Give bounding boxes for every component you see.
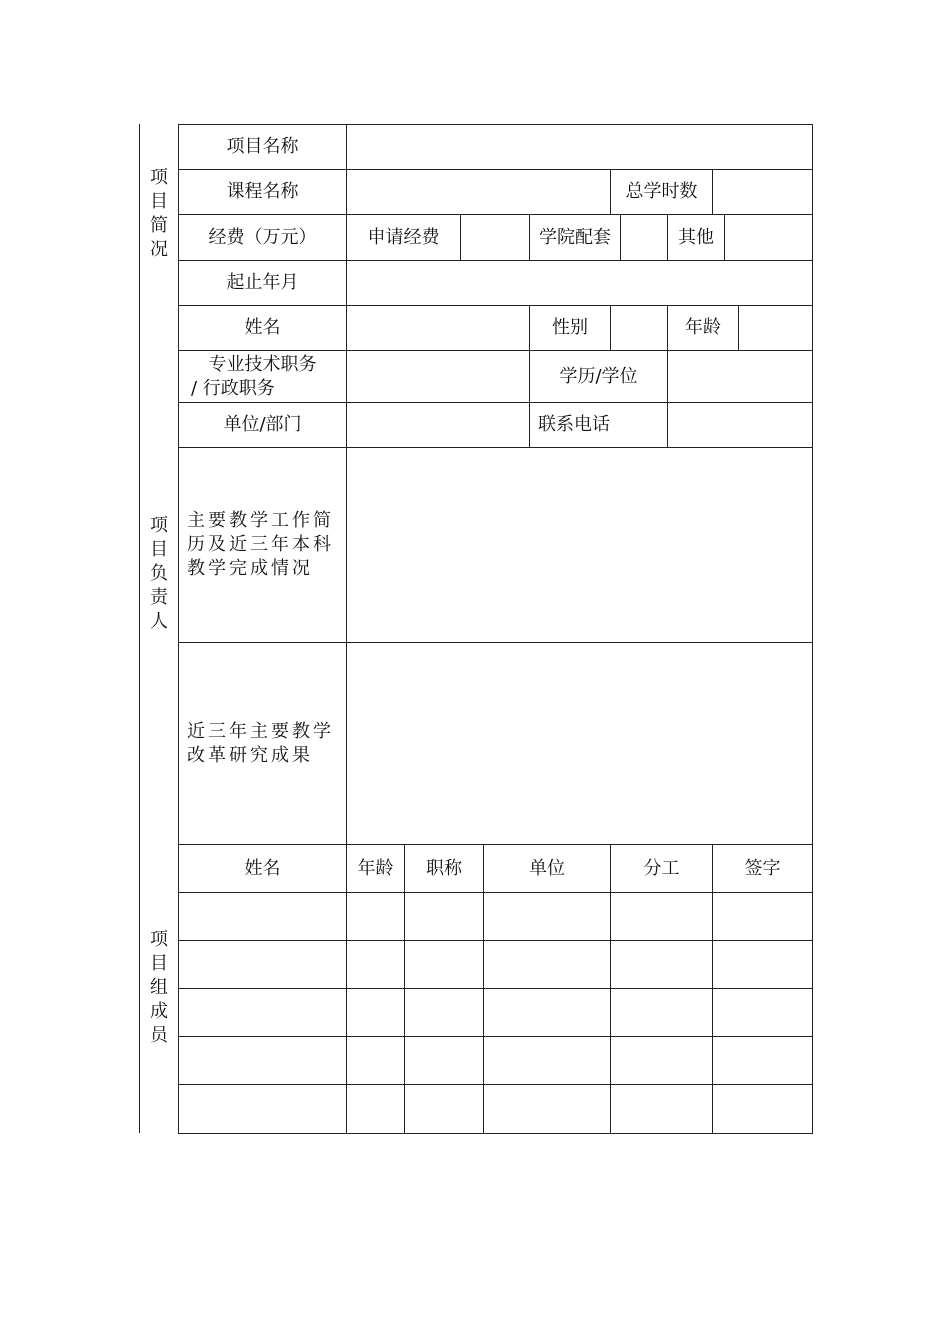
member-unit-cell[interactable] [484, 989, 611, 1037]
member-row [179, 1085, 813, 1134]
row-project-name [179, 125, 813, 170]
member-age-cell[interactable] [347, 1037, 405, 1085]
course-name-field[interactable] [347, 170, 611, 215]
member-name-cell[interactable] [179, 1037, 347, 1085]
member-row [179, 893, 813, 941]
row-title-degree [179, 351, 813, 403]
course-name-label: 课程名称 [179, 170, 347, 215]
member-title-cell[interactable] [405, 893, 484, 941]
member-signature-cell[interactable] [713, 1085, 813, 1134]
member-title-cell[interactable] [405, 1085, 484, 1134]
age-field[interactable] [739, 306, 813, 351]
degree-field[interactable] [668, 351, 813, 403]
professional-title-label-line2: / 行政职务 [191, 377, 275, 399]
member-duty-cell[interactable] [611, 941, 713, 989]
section-label-members [147, 928, 171, 1048]
member-signature-cell[interactable] [713, 1037, 813, 1085]
gender-field[interactable] [611, 306, 668, 351]
member-unit-cell[interactable] [484, 1085, 611, 1134]
gender-label: 性别 [530, 306, 611, 351]
row-leader-name [179, 306, 813, 351]
section-label-char: 目 [150, 953, 168, 974]
section-label-char: 项 [150, 929, 168, 950]
member-header-unit: 单位 [484, 845, 611, 893]
degree-label: 学历/学位 [530, 351, 668, 403]
project-name-field[interactable] [347, 125, 813, 170]
unit-field[interactable] [347, 403, 530, 448]
college-match-field[interactable] [621, 215, 668, 261]
member-duty-cell[interactable] [611, 893, 713, 941]
member-name-cell[interactable] [179, 941, 347, 989]
member-signature-cell[interactable] [713, 941, 813, 989]
age-label: 年龄 [668, 306, 739, 351]
member-age-cell[interactable] [347, 1085, 405, 1134]
member-age-cell[interactable] [347, 941, 405, 989]
other-field[interactable] [725, 215, 813, 261]
member-name-cell[interactable] [179, 989, 347, 1037]
project-name-label: 项目名称 [179, 125, 347, 170]
section-label-char: 况 [150, 239, 168, 260]
college-match-label: 学院配套 [530, 215, 621, 261]
row-unit-phone [179, 403, 813, 448]
phone-field[interactable] [668, 403, 813, 448]
professional-title-label [179, 351, 347, 403]
member-header-duty: 分工 [611, 845, 713, 893]
professional-title-label-line1: 专业技术职务 [208, 353, 317, 375]
member-row [179, 989, 813, 1037]
unit-label: 单位/部门 [179, 403, 347, 448]
section-label-char: 目 [150, 191, 168, 212]
section-label-char: 员 [150, 1025, 168, 1046]
member-header-name: 姓名 [179, 845, 347, 893]
member-duty-cell[interactable] [611, 1037, 713, 1085]
section-label-char: 人 [150, 611, 168, 632]
member-unit-cell[interactable] [484, 1037, 611, 1085]
section-label-char: 负 [150, 563, 168, 584]
member-signature-cell[interactable] [713, 893, 813, 941]
other-label: 其他 [668, 215, 725, 261]
member-header-title: 职称 [405, 845, 484, 893]
section-label-leader [147, 514, 171, 634]
reform-results-label: 近三年主要教学改革研究成果 [179, 643, 347, 845]
member-header-signature: 签字 [713, 845, 813, 893]
member-name-cell[interactable] [179, 1085, 347, 1134]
member-header-age: 年龄 [347, 845, 405, 893]
apply-funding-field[interactable] [461, 215, 530, 261]
members-header-row [179, 845, 813, 893]
member-unit-cell[interactable] [484, 941, 611, 989]
leader-name-label: 姓名 [179, 306, 347, 351]
total-hours-label: 总学时数 [611, 170, 713, 215]
section-label-overview [147, 166, 171, 262]
row-funding [179, 215, 813, 261]
left-margin-rule [139, 124, 140, 1133]
row-reform-results [179, 643, 813, 845]
leader-name-field[interactable] [347, 306, 530, 351]
period-field[interactable] [347, 261, 813, 306]
member-row [179, 941, 813, 989]
section-label-char: 简 [150, 215, 168, 236]
project-form-table [178, 124, 813, 1134]
member-name-cell[interactable] [179, 893, 347, 941]
professional-title-field[interactable] [347, 351, 530, 403]
member-duty-cell[interactable] [611, 1085, 713, 1134]
teaching-history-label: 主要教学工作简历及近三年本科教学完成情况 [179, 448, 347, 643]
member-unit-cell[interactable] [484, 893, 611, 941]
section-label-char: 目 [150, 539, 168, 560]
teaching-history-field[interactable] [347, 448, 813, 643]
member-age-cell[interactable] [347, 989, 405, 1037]
period-label: 起止年月 [179, 261, 347, 306]
row-course-name [179, 170, 813, 215]
phone-label: 联系电话 [530, 403, 668, 448]
member-title-cell[interactable] [405, 989, 484, 1037]
section-label-char: 项 [150, 515, 168, 536]
section-label-char: 责 [150, 587, 168, 608]
reform-results-field[interactable] [347, 643, 813, 845]
member-title-cell[interactable] [405, 1037, 484, 1085]
member-duty-cell[interactable] [611, 989, 713, 1037]
section-label-char: 项 [150, 167, 168, 188]
member-signature-cell[interactable] [713, 989, 813, 1037]
member-row [179, 1037, 813, 1085]
member-age-cell[interactable] [347, 893, 405, 941]
total-hours-field[interactable] [713, 170, 813, 215]
section-label-char: 组 [150, 977, 168, 998]
section-label-char: 成 [150, 1001, 168, 1022]
row-period [179, 261, 813, 306]
member-title-cell[interactable] [405, 941, 484, 989]
funding-label: 经费（万元） [179, 215, 347, 261]
row-teaching-history [179, 448, 813, 643]
apply-funding-label: 申请经费 [347, 215, 461, 261]
